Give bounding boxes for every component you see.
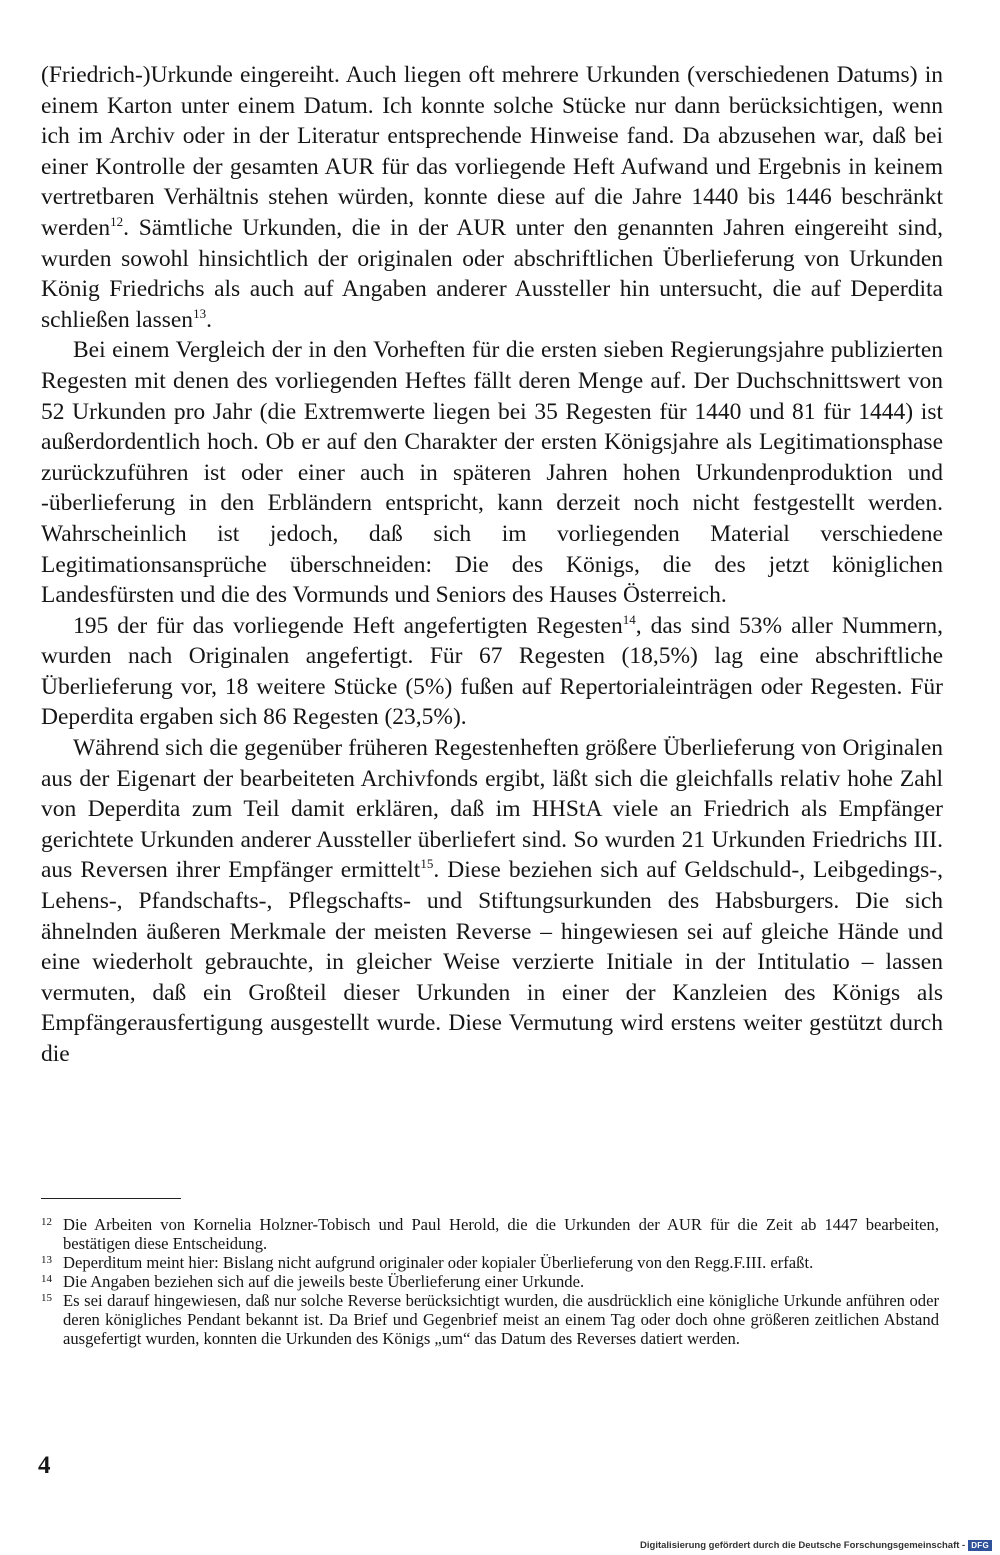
footnote <box>41 1272 939 1291</box>
paragraph-text: . Diese beziehen sich auf Geldschuld-, Leibgedings-, Lehens-, Pfandschafts-, Pflegschafts- und Stiftungsurkunden des Habsburgers. Die sich ähnelnden äußeren Merkmale der meisten Reverse – hingewiesen sei auf gleiche Hände und eine wiederholt gebrauchte, in gleicher Weise verzierte Initiale in der Intitulatio – lassen vermuten, daß ein Großteil dieser Urkunden in einer der Kanzleien des Königs als Empfängerausfertigung ausgestellt wurde. Diese Vermutung wird erstens weiter gestützt durch die <box>41 857 943 1067</box>
body-paragraph <box>41 733 943 1070</box>
footnote <box>41 1215 939 1253</box>
footnote-reference: 14 <box>622 611 636 627</box>
body-paragraph <box>41 60 943 335</box>
page-number: 4 <box>38 1452 51 1479</box>
footnote-text: Es sei darauf hingewiesen, daß nur solche Reverse berücksichtigt wurden, die ausdrücklich eine königliche Urkunde anführen oder deren königliches Pendant bekannt ist. Da Brief und Gegenbrief meist an einem Tag oder doch ohne größeren zeitlichen Abstand ausgefertigt wurden, konnten die Urkunden des Königs „um“ das Datum des Reverses datiert werden. <box>63 1291 939 1348</box>
credit-text: Digitalisierung gefördert durch die Deutsche Forschungsgemeinschaft - <box>640 1540 966 1551</box>
footnote-reference: 12 <box>110 213 124 229</box>
footnote-text: Deperditum meint hier: Bislang nicht aufgrund originaler oder kopialer Überlieferung von den Regg.F.III. erfaßt. <box>63 1253 814 1272</box>
digitization-credit <box>640 1540 992 1551</box>
paragraph-text: . Sämtliche Urkunden, die in der AUR unter den genannten Jahren eingereiht sind, wurden sowohl hinsichtlich der originalen oder abschriftlichen Überlieferung von Urkunden König Friedrichs als auch auf Angaben anderer Aussteller hin untersucht, die auf Deperdita schließen lassen <box>41 214 943 333</box>
footnote-text: Die Arbeiten von Kornelia Holzner-Tobisch und Paul Herold, die die Urkunden der AUR für die Zeit ab 1447 bearbeiten, bestätigen diese Entscheidung. <box>63 1215 939 1253</box>
body-paragraph <box>41 611 943 733</box>
footnote-text: Die Angaben beziehen sich auf die jeweils beste Überlieferung einer Urkunde. <box>63 1272 585 1291</box>
body-paragraph <box>41 335 943 610</box>
paragraph-text: Während sich die gegenüber früheren Regestenheften größere Überlieferung von Originalen aus der Eigenart der bearbeiteten Archivfonds ergibt, läßt sich die gleichfalls relativ hohe Zahl von Deperdita zum Teil damit erklären, daß im HHStA viele an Friedrich als Empfänger gerichtete Urkunden anderer Aussteller überliefert sind. So wurden 21 Urkunden Friedrichs III. aus Reversen ihrer Empfänger ermittelt <box>41 735 943 884</box>
main-text <box>41 60 943 1070</box>
footnote-reference: 13 <box>193 305 207 321</box>
footnotes <box>41 1215 939 1348</box>
paragraph-text: (Friedrich-)Urkunde eingereiht. Auch liegen oft mehrere Urkunden (verschiedenen Datums) in einem Karton unter einem Datum. Ich konnte solche Stücke nur dann berücksichtigen, wenn ich im Archiv oder in der Literatur entsprechende Hinweise fand. Da abzusehen war, daß bei einer Kontrolle der gesamten AUR für das vorliegende Heft Aufwand und Ergebnis in keinem vertretbaren Verhältnis stehen würden, konnte diese auf die Jahre 1440 bis 1446 beschränkt werden <box>41 62 943 241</box>
footnote-number: 14 <box>41 1273 52 1285</box>
footnote-number: 13 <box>41 1254 52 1266</box>
footnote-number: 12 <box>41 1216 52 1228</box>
footnote <box>41 1291 939 1348</box>
paragraph-text: . <box>206 306 212 333</box>
paragraph-text: , das sind 53% aller Nummern, wurden nach Originalen angefertigt. Für 67 Regesten (18,5%) lag eine abschriftliche Überlieferung vor, 18 weitere Stücke (5%) fußen auf Repertorialeinträgen oder Regesten. Für Deperdita ergaben sich 86 Regesten (23,5%). <box>41 612 944 731</box>
paragraph-text: 195 der für das vorliegende Heft angefertigten Regesten <box>73 612 623 639</box>
footnote <box>41 1253 939 1272</box>
footnote-reference: 15 <box>420 856 434 872</box>
paragraph-text: Bei einem Vergleich der in den Vorheften für die ersten sieben Regierungsjahre publizierten Regesten mit denen des vorliegenden Heftes fällt deren Menge auf. Der Duchschnittswert von 52 Urkunden pro Jahr (die Extremwerte liegen bei 35 Regesten für 1440 und 81 für 1444) ist außerdordentlich hoch. Ob er auf den Charakter der ersten Königsjahre als Legitimationsphase zurückzuführen ist oder einer auch in späteren Jahren hohen Urkundenproduktion und -überlieferung in den Erbländern entspricht, kann derzeit noch nicht festgestellt werden. Wahrscheinlich ist jedoch, daß sich im vorliegenden Material verschiedene Legitimationsansprüche überschneiden: Die des Königs, die des jetzt königlichen Landesfürsten und die des Vormunds und Seniors des Hauses Österreich. <box>41 337 943 609</box>
footnote-separator <box>41 1198 181 1199</box>
footnote-number: 15 <box>41 1292 52 1304</box>
dfg-logo-icon: DFG <box>968 1540 992 1551</box>
